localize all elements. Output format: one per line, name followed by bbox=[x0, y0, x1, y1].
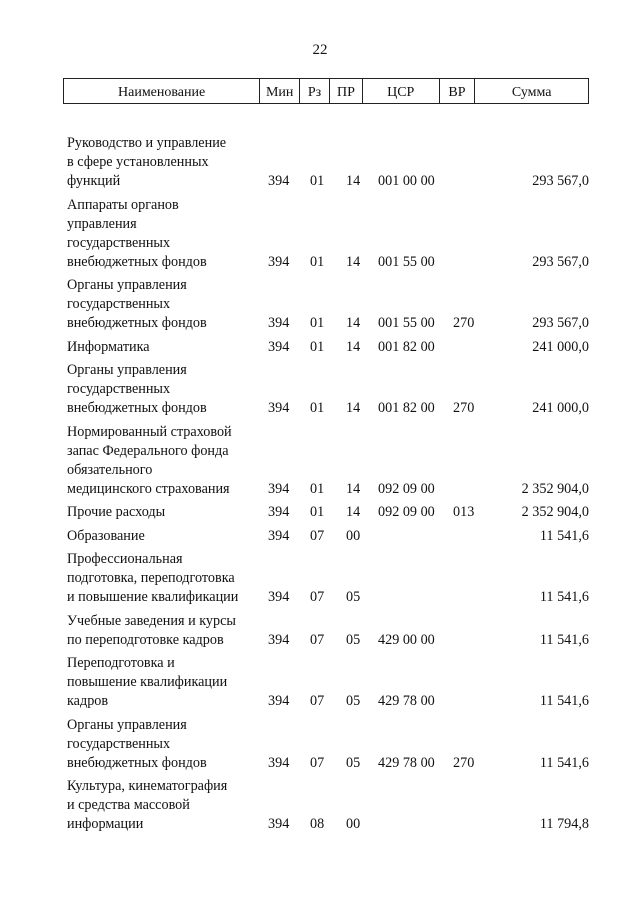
row-sum: 2 352 904,0 bbox=[521, 504, 589, 520]
row-sum: 293 567,0 bbox=[532, 173, 589, 189]
page-number: 22 bbox=[312, 42, 328, 58]
row-name-line: внебюджетных фондов bbox=[67, 315, 207, 331]
row-name-line: Информатика bbox=[67, 338, 150, 355]
row-name bbox=[67, 276, 259, 333]
row-name bbox=[67, 503, 259, 522]
header-rz: Рз bbox=[300, 79, 330, 103]
table-row bbox=[67, 338, 589, 357]
row-vr: 013 bbox=[453, 504, 475, 520]
row-rz: 01 bbox=[310, 338, 325, 355]
row-csr: 092 09 00 bbox=[378, 480, 435, 497]
row-csr: 001 82 00 bbox=[378, 338, 435, 355]
row-name-line: Образование bbox=[67, 527, 145, 544]
row-min: 394 bbox=[268, 631, 290, 648]
row-name-line: Культура, кинематография bbox=[67, 778, 228, 794]
row-rz: 01 bbox=[310, 400, 325, 416]
row-vr: 270 bbox=[453, 400, 475, 416]
header-csr: ЦСР bbox=[363, 79, 440, 103]
row-name-line: Органы управления bbox=[67, 716, 187, 733]
row-pr: 14 bbox=[346, 315, 361, 331]
row-rz: 07 bbox=[310, 589, 325, 605]
row-csr: 429 78 00 bbox=[378, 693, 435, 709]
row-pr: 14 bbox=[346, 480, 361, 497]
row-name bbox=[67, 777, 259, 834]
header-name: Наименование bbox=[64, 79, 260, 103]
row-rz: 08 bbox=[310, 816, 325, 832]
row-pr: 14 bbox=[346, 504, 361, 520]
row-name-line: подготовка, переподготовка bbox=[67, 570, 235, 586]
row-csr: 001 55 00 bbox=[378, 253, 435, 270]
row-rz: 07 bbox=[310, 693, 325, 709]
row-min: 394 bbox=[268, 693, 290, 709]
row-csr: 092 09 00 bbox=[378, 504, 435, 520]
row-min: 394 bbox=[268, 504, 290, 520]
row-name-line: медицинского страхования bbox=[67, 480, 230, 497]
header-pr: ПР bbox=[330, 79, 363, 103]
row-name bbox=[67, 196, 259, 272]
row-min: 394 bbox=[268, 589, 290, 605]
table-row bbox=[67, 550, 589, 607]
row-name-line: государственных bbox=[67, 735, 171, 752]
row-min: 394 bbox=[268, 400, 290, 416]
row-pr: 05 bbox=[346, 693, 361, 709]
row-name-line: управления bbox=[67, 215, 137, 232]
header-vr: ВР bbox=[440, 79, 476, 103]
row-sum: 241 000,0 bbox=[532, 338, 589, 355]
row-sum: 293 567,0 bbox=[532, 253, 589, 270]
row-csr: 429 00 00 bbox=[378, 631, 435, 648]
header-min: Мин bbox=[260, 79, 300, 103]
row-rz: 01 bbox=[310, 504, 325, 520]
row-pr: 00 bbox=[346, 527, 361, 544]
row-name-line: Учебные заведения и курсы bbox=[67, 612, 236, 629]
table-row bbox=[67, 654, 589, 711]
row-vr: 270 bbox=[453, 315, 475, 331]
row-name bbox=[67, 527, 259, 546]
row-rz: 07 bbox=[310, 754, 325, 771]
row-pr: 14 bbox=[346, 338, 361, 355]
header-sum: Сумма bbox=[511, 85, 552, 100]
row-name bbox=[67, 612, 259, 650]
table-row bbox=[67, 196, 589, 272]
row-name bbox=[67, 423, 259, 499]
row-rz: 07 bbox=[310, 527, 325, 544]
row-name-line: обязательного bbox=[67, 461, 153, 478]
table-row bbox=[67, 423, 589, 499]
row-pr: 00 bbox=[346, 816, 361, 832]
row-name bbox=[67, 134, 259, 191]
row-name-line: государственных bbox=[67, 381, 171, 397]
row-name-line: повышение квалификации bbox=[67, 674, 228, 690]
table-row bbox=[67, 527, 589, 546]
table-row bbox=[67, 276, 589, 333]
row-sum: 293 567,0 bbox=[532, 315, 589, 331]
row-sum: 11 541,6 bbox=[539, 631, 589, 648]
table-row bbox=[67, 134, 589, 191]
row-rz: 01 bbox=[310, 480, 325, 497]
row-pr: 14 bbox=[346, 400, 361, 416]
row-sum: 241 000,0 bbox=[532, 400, 589, 416]
row-name-line: государственных bbox=[67, 296, 171, 312]
row-name-line: Профессиональная bbox=[67, 551, 183, 567]
row-min: 394 bbox=[268, 527, 290, 544]
row-name bbox=[67, 654, 259, 711]
row-name-line: информации bbox=[67, 816, 144, 832]
row-pr: 14 bbox=[346, 173, 361, 189]
row-name-line: внебюджетных фондов bbox=[67, 400, 207, 416]
row-name-line: Органы управления bbox=[67, 362, 187, 378]
table-row bbox=[67, 503, 589, 522]
row-pr: 14 bbox=[346, 253, 361, 270]
row-name-line: Прочие расходы bbox=[67, 504, 166, 520]
row-min: 394 bbox=[268, 480, 290, 497]
table-row bbox=[67, 716, 589, 773]
row-name bbox=[67, 716, 259, 773]
row-name-line: внебюджетных фондов bbox=[67, 754, 207, 771]
row-pr: 05 bbox=[346, 754, 361, 771]
row-min: 394 bbox=[268, 754, 290, 771]
row-name-line: внебюджетных фондов bbox=[67, 253, 207, 270]
row-sum: 2 352 904,0 bbox=[521, 480, 589, 497]
row-rz: 01 bbox=[310, 173, 325, 189]
row-name-line: и повышение квалификации bbox=[67, 589, 239, 605]
row-sum: 11 794,8 bbox=[539, 816, 589, 832]
row-name-line: Переподготовка и bbox=[67, 655, 175, 671]
row-pr: 05 bbox=[346, 589, 361, 605]
row-name-line: Нормированный страховой bbox=[67, 423, 232, 440]
row-rz: 01 bbox=[310, 253, 325, 270]
row-vr: 270 bbox=[453, 754, 475, 771]
row-name bbox=[67, 361, 259, 418]
row-pr: 05 bbox=[346, 631, 361, 648]
row-sum: 11 541,6 bbox=[539, 589, 589, 605]
row-name-line: функций bbox=[67, 173, 121, 189]
row-name-line: государственных bbox=[67, 234, 171, 251]
row-name-line: Руководство и управление bbox=[67, 135, 227, 151]
row-name-line: и средства массовой bbox=[67, 797, 190, 813]
row-rz: 07 bbox=[310, 631, 325, 648]
row-min: 394 bbox=[268, 338, 290, 355]
row-csr: 001 00 00 bbox=[378, 173, 435, 189]
row-csr: 001 55 00 bbox=[378, 315, 435, 331]
row-min: 394 bbox=[268, 253, 290, 270]
row-name bbox=[67, 338, 259, 357]
row-name-line: в сфере установленных bbox=[67, 154, 209, 170]
row-sum: 11 541,6 bbox=[539, 693, 589, 709]
row-name-line: Органы управления bbox=[67, 277, 187, 293]
row-name-line: Аппараты органов bbox=[67, 196, 179, 213]
table-row bbox=[67, 777, 589, 834]
budget-table-body bbox=[67, 134, 589, 839]
row-csr: 429 78 00 bbox=[378, 754, 435, 771]
row-min: 394 bbox=[268, 173, 290, 189]
row-min: 394 bbox=[268, 816, 290, 832]
row-name-line: по переподготовке кадров bbox=[67, 631, 224, 648]
row-name bbox=[67, 550, 259, 607]
row-rz: 01 bbox=[310, 315, 325, 331]
row-csr: 001 82 00 bbox=[378, 400, 435, 416]
row-name-line: запас Федерального фонда bbox=[67, 442, 229, 459]
row-sum: 11 541,6 bbox=[539, 527, 589, 544]
row-min: 394 bbox=[268, 315, 290, 331]
table-row bbox=[67, 361, 589, 418]
table-row bbox=[67, 612, 589, 650]
table-header bbox=[63, 78, 589, 104]
row-name-line: кадров bbox=[67, 693, 109, 709]
row-sum: 11 541,6 bbox=[539, 754, 589, 771]
